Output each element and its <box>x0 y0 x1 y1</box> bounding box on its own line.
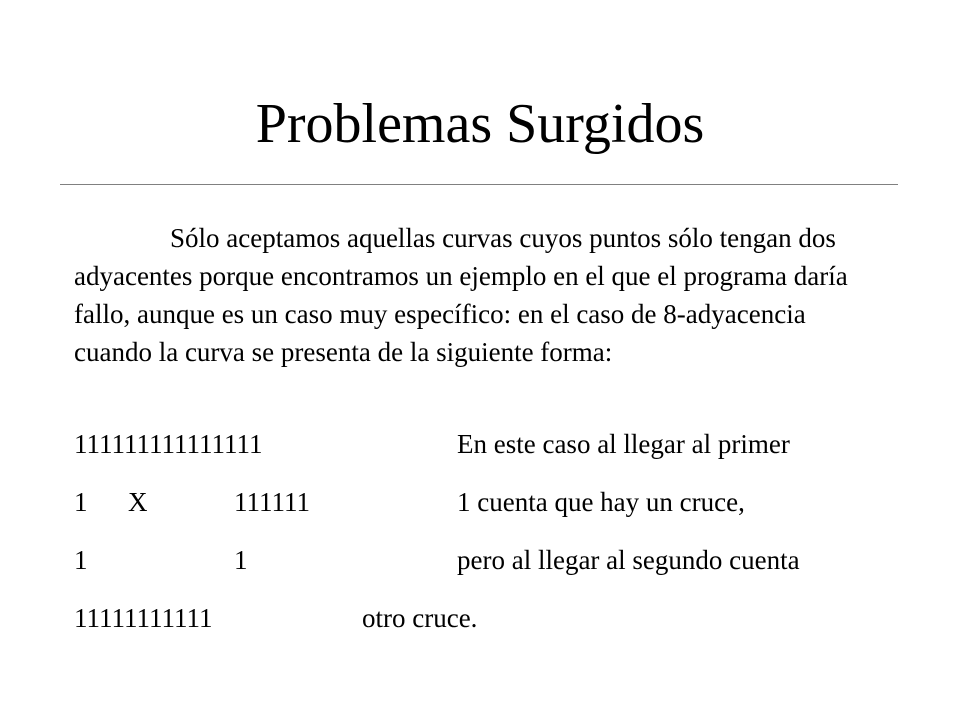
matrix-cells: 1 <box>74 487 88 517</box>
explanation-text: 1 cuenta que hay un cruce, <box>457 487 745 517</box>
matrix-cells: 11111111111 <box>74 603 213 633</box>
matrix-row-2 <box>0 482 960 522</box>
body-paragraph: Sólo aceptamos aquellas curvas cuyos puntos sólo tengan dos adyacentes porque encontramos un ejemplo en el que el programa daría fallo, aunque es un caso muy específico: en el caso de 8-adyacencia cuando la curva se presenta de la siguiente forma: <box>74 223 848 367</box>
matrix-row-4 <box>0 598 960 638</box>
matrix-cells: 1 <box>234 545 248 575</box>
matrix-cells: 111111111111111 <box>74 429 263 459</box>
matrix-marker: X <box>128 487 148 517</box>
explanation-text: En este caso al llegar al primer <box>457 429 790 459</box>
slide-title: Problemas Surgidos <box>255 93 705 155</box>
matrix-row-3 <box>0 540 960 580</box>
matrix-row-1 <box>0 424 960 464</box>
explanation-text: pero al llegar al segundo cuenta <box>457 545 800 575</box>
title-divider <box>60 184 898 185</box>
matrix-cells: 1 <box>74 545 88 575</box>
matrix-cells: 111111 <box>234 487 310 517</box>
explanation-text: otro cruce. <box>362 603 478 633</box>
